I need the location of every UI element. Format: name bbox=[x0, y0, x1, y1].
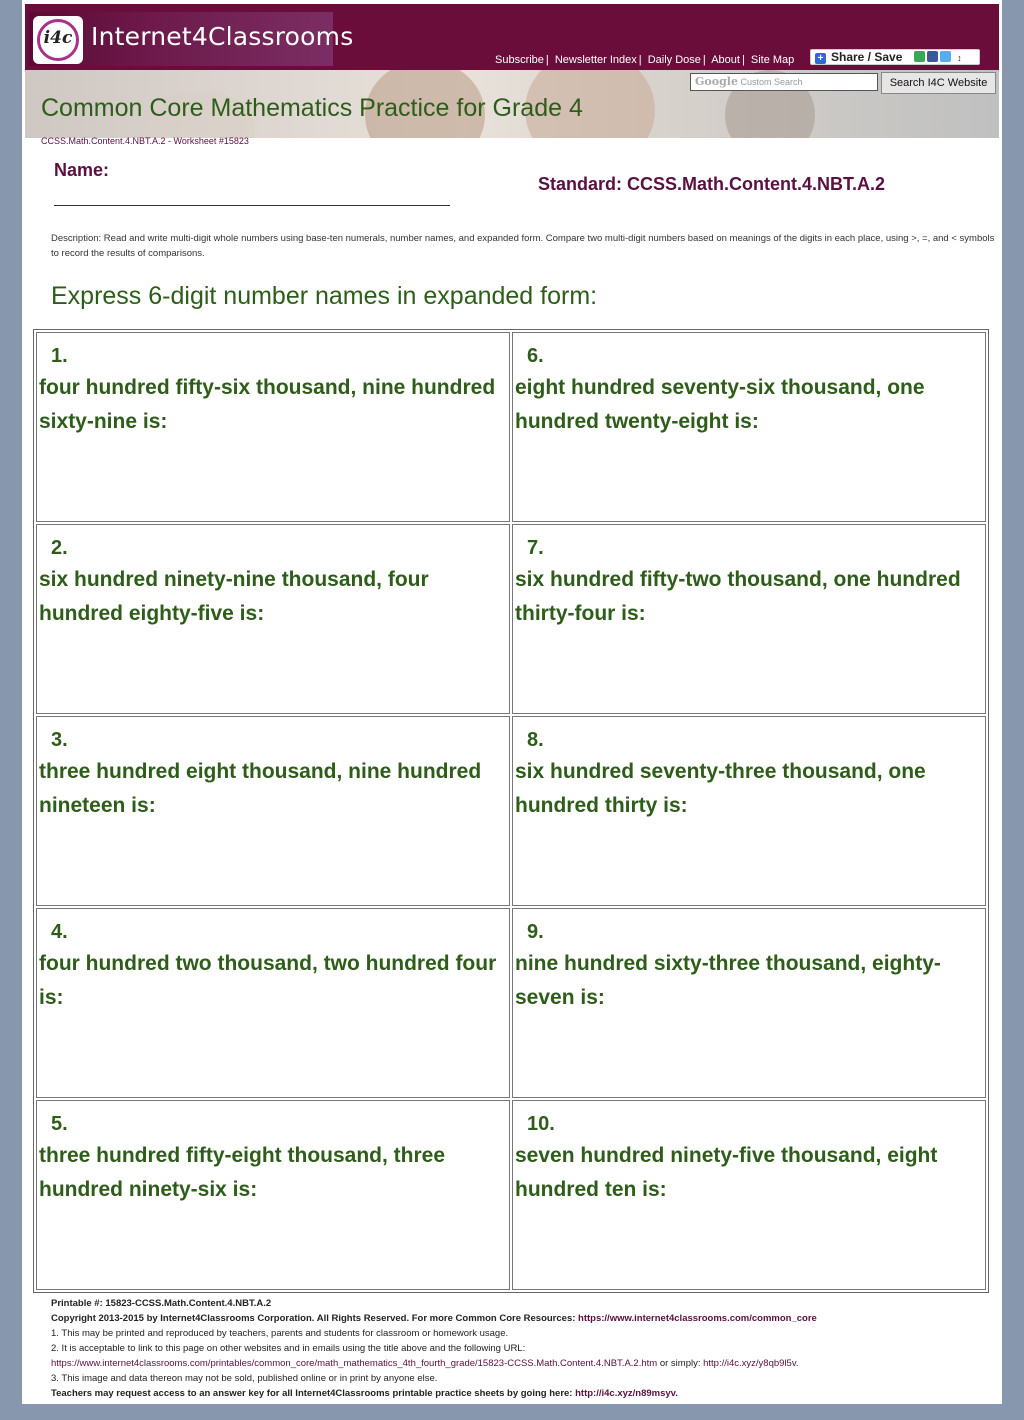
usage-note-2-urls: https://www.internet4classrooms.com/printables/common_core/math_mathematics_4th_fourth_grade/15823-CCSS.Math.Content.4.NBT.A.2.htm or simply: http://i4c.xyz/y8qb9l5v. bbox=[51, 1358, 799, 1369]
share-icon bbox=[914, 51, 925, 62]
name-line bbox=[54, 205, 450, 206]
top-nav: Subscribe | Newsletter Index | Daily Dose | About | Site Map bbox=[495, 54, 795, 66]
problem-cell-4 bbox=[36, 908, 510, 1098]
instructions: Express 6-digit number names in expanded form: bbox=[51, 282, 598, 310]
worksheet-id: CCSS.Math.Content.4.NBT.A.2 - Worksheet #15823 bbox=[41, 136, 249, 146]
nav-link-about[interactable]: About bbox=[711, 54, 740, 66]
description: Description: Read and write multi-digit whole numbers using base-ten numerals, number names, and expanded form. Compare two multi-digit numbers based on meanings of the digits in each place, using >, =, and < symbols to record the results of comparisons. bbox=[51, 233, 995, 259]
problem-cell-9 bbox=[512, 908, 986, 1098]
site-header bbox=[25, 4, 999, 70]
problem-cell-6 bbox=[512, 332, 986, 522]
nav-link-newsletter-index[interactable]: Newsletter Index bbox=[554, 54, 637, 66]
problem-cell-8 bbox=[512, 716, 986, 906]
twitter-icon bbox=[940, 51, 951, 62]
share-plus-icon: + bbox=[815, 53, 826, 64]
problem-number: 2. bbox=[51, 537, 68, 559]
problem-cell-3 bbox=[36, 716, 510, 906]
problem-text: four hundred fifty-six thousand, nine hundred sixty-nine is: bbox=[39, 376, 496, 433]
usage-note-1: 1. This may be printed and reproduced by teachers, parents and students for classroom or homework usage. bbox=[51, 1328, 509, 1339]
problem-grid bbox=[33, 329, 989, 1293]
problem-text: four hundred two thousand, two hundred four is: bbox=[39, 952, 497, 1009]
problem-number: 6. bbox=[527, 345, 544, 367]
problem-number: 4. bbox=[51, 921, 68, 943]
problem-text: three hundred fifty-eight thousand, three hundred ninety-six is: bbox=[39, 1144, 446, 1201]
problem-number: 9. bbox=[527, 921, 544, 943]
usage-note-2: 2. It is acceptable to link to this page on other websites and in emails using the title above and the following URL: bbox=[51, 1343, 526, 1354]
problem-text: six hundred ninety-nine thousand, four hundred eighty-five is: bbox=[39, 568, 429, 625]
problem-cell-2 bbox=[36, 524, 510, 714]
google-logo: Google bbox=[695, 75, 738, 88]
search-button[interactable]: Search I4C Website bbox=[881, 72, 996, 94]
answer-key-note: Teachers may request access to an answer key for all Internet4Classrooms printable practice sheets by going here: http://i4c.xyz/n89msyv. bbox=[51, 1388, 678, 1399]
problem-number: 3. bbox=[51, 729, 68, 751]
page-title: Common Core Mathematics Practice for Grade 4 bbox=[41, 94, 583, 122]
problem-cell-5 bbox=[36, 1100, 510, 1290]
problem-text: nine hundred sixty-three thousand, eighty-seven is: bbox=[515, 952, 941, 1009]
search-input[interactable]: Google Custom Search bbox=[690, 73, 878, 91]
page-banner bbox=[25, 70, 999, 138]
problem-text: six hundred seventy-three thousand, one hundred thirty is: bbox=[515, 760, 926, 817]
problem-cell-1 bbox=[36, 332, 510, 522]
chevron-up-down-icon: ↕ bbox=[957, 53, 962, 63]
nav-link-site-map[interactable]: Site Map bbox=[750, 54, 795, 66]
problem-text: six hundred fifty-two thousand, one hundred thirty-four is: bbox=[515, 568, 961, 625]
problem-number: 8. bbox=[527, 729, 544, 751]
worksheet-url-link[interactable]: https://www.internet4classrooms.com/printables/common_core/math_mathematics_4th_fourth_grade/15823-CCSS.Math.Content.4.NBT.A.2.htm bbox=[51, 1358, 658, 1369]
problem-cell-7 bbox=[512, 524, 986, 714]
problem-text: eight hundred seventy-six thousand, one hundred twenty-eight is: bbox=[515, 376, 925, 433]
usage-note-3: 3. This image and data thereon may not be sold, published online or in print by anyone else. bbox=[51, 1373, 438, 1384]
worksheet-page bbox=[22, 0, 1002, 1404]
common-core-link[interactable]: https://www.internet4classrooms.com/common_core bbox=[578, 1313, 817, 1324]
facebook-icon bbox=[927, 51, 938, 62]
nav-link-subscribe[interactable]: Subscribe bbox=[495, 54, 544, 66]
short-url-link[interactable]: http://i4c.xyz/y8qb9l5v bbox=[703, 1358, 796, 1369]
answer-key-link[interactable]: http://i4c.xyz/n89msyv bbox=[575, 1388, 676, 1399]
problem-number: 10. bbox=[527, 1113, 555, 1135]
standard-label: Standard: CCSS.Math.Content.4.NBT.A.2 bbox=[538, 174, 886, 194]
problem-number: 7. bbox=[527, 537, 544, 559]
problem-text: seven hundred ninety-five thousand, eight hundred ten is: bbox=[515, 1144, 938, 1201]
problem-cell-10 bbox=[512, 1100, 986, 1290]
logo-name: Internet4Classrooms bbox=[91, 22, 354, 51]
footer bbox=[51, 1296, 991, 1401]
copyright: Copyright 2013-2015 by Internet4Classrooms Corporation. All Rights Reserved. For more Common Core Resources: https://www.internet4classrooms.com/common_core bbox=[51, 1313, 817, 1324]
problem-number: 1. bbox=[51, 345, 68, 367]
name-label: Name: bbox=[54, 160, 110, 180]
problem-text: three hundred eight thousand, nine hundred nineteen is: bbox=[39, 760, 482, 817]
nav-link-daily-dose[interactable]: Daily Dose bbox=[647, 54, 701, 66]
site-logo[interactable] bbox=[29, 12, 354, 66]
problem-number: 5. bbox=[51, 1113, 68, 1135]
printable-number: Printable #: 15823-CCSS.Math.Content.4.NBT.A.2 bbox=[51, 1298, 272, 1309]
share-save-button[interactable]: + Share / Save ↕ bbox=[810, 49, 980, 65]
i4c-logo-icon: i4c bbox=[33, 16, 83, 64]
